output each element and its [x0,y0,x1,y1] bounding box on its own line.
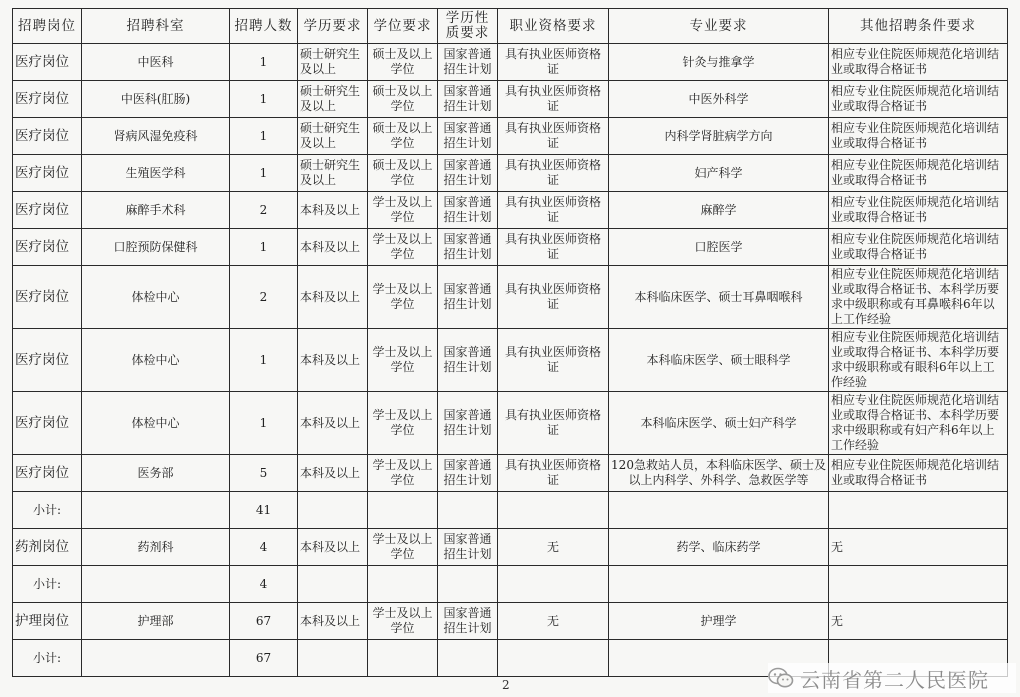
empty-cell [498,566,609,603]
department-cell: 药剂科 [82,529,230,566]
empty-cell [609,492,829,529]
qualification-cell: 具有执业医师资格证 [498,229,609,266]
post-cell: 药剂岗位 [13,529,82,566]
degree-cell: 学士及以上学位 [368,266,438,329]
empty-cell [829,492,1008,529]
qualification-cell: 具有执业医师资格证 [498,81,609,118]
degree-cell: 学士及以上学位 [368,603,438,640]
education-nature-cell: 国家普通招生计划 [438,118,498,155]
education-cell: 本科及以上 [298,329,368,392]
education-cell: 本科及以上 [298,455,368,492]
post-cell: 医疗岗位 [13,392,82,455]
department-cell: 口腔预防保健科 [82,229,230,266]
headcount-cell: 2 [230,192,298,229]
department-cell: 体检中心 [82,266,230,329]
post-cell: 医疗岗位 [13,455,82,492]
subtotal-count: 4 [230,566,298,603]
department-cell: 体检中心 [82,392,230,455]
department-cell: 护理部 [82,603,230,640]
department-cell: 医务部 [82,455,230,492]
recruitment-table [12,8,1008,677]
empty-cell [368,640,438,677]
header-cell: 学位要求 [368,9,438,44]
major-cell: 针灸与推拿学 [609,44,829,81]
major-cell: 妇产科学 [609,155,829,192]
headcount-cell: 4 [230,529,298,566]
degree-cell: 学士及以上学位 [368,455,438,492]
table-row [13,44,1008,81]
empty-cell [298,492,368,529]
empty-cell [298,566,368,603]
education-cell: 硕士研究生及以上 [298,118,368,155]
education-nature-cell: 国家普通招生计划 [438,44,498,81]
major-cell: 本科临床医学、硕士眼科学 [609,329,829,392]
qualification-cell: 具有执业医师资格证 [498,118,609,155]
watermark [768,663,1016,693]
department-cell: 生殖医学科 [82,155,230,192]
headcount-cell: 1 [230,229,298,266]
empty-cell [609,566,829,603]
empty-cell [82,492,230,529]
education-cell: 本科及以上 [298,392,368,455]
qualification-cell: 无 [498,529,609,566]
headcount-cell: 1 [230,118,298,155]
headcount-cell: 2 [230,266,298,329]
headcount-cell: 1 [230,392,298,455]
table-row [13,229,1008,266]
education-nature-cell: 国家普通招生计划 [438,81,498,118]
education-nature-cell: 国家普通招生计划 [438,603,498,640]
empty-cell [368,492,438,529]
header-cell: 其他招聘条件要求 [829,9,1008,44]
major-cell: 本科临床医学、硕士耳鼻咽喉科 [609,266,829,329]
empty-cell [498,492,609,529]
table-row [13,192,1008,229]
qualification-cell: 具有执业医师资格证 [498,455,609,492]
other-conditions-cell: 相应专业住院医师规范化培训结业或取得合格证书 [829,229,1008,266]
degree-cell: 学士及以上学位 [368,229,438,266]
degree-cell: 硕士及以上学位 [368,155,438,192]
headcount-cell: 1 [230,155,298,192]
other-conditions-cell: 无 [829,603,1008,640]
other-conditions-cell: 相应专业住院医师规范化培训结业或取得合格证书 [829,118,1008,155]
empty-cell [82,566,230,603]
empty-cell [438,492,498,529]
table-row [13,455,1008,492]
qualification-cell: 具有执业医师资格证 [498,392,609,455]
watermark-text: 云南省第二人民医院 [800,667,989,692]
empty-cell [82,640,230,677]
degree-cell: 学士及以上学位 [368,392,438,455]
headcount-cell: 67 [230,603,298,640]
education-cell: 本科及以上 [298,229,368,266]
education-nature-cell: 国家普通招生计划 [438,392,498,455]
qualification-cell: 具有执业医师资格证 [498,192,609,229]
other-conditions-cell: 相应专业住院医师规范化培训结业或取得合格证书、本科学历要求中级职称或有妇产科6年以上工作经验 [829,392,1008,455]
empty-cell [438,640,498,677]
headcount-cell: 1 [230,329,298,392]
department-cell: 麻醉手术科 [82,192,230,229]
header-row [13,9,1008,44]
department-cell: 体检中心 [82,329,230,392]
education-cell: 硕士研究生及以上 [298,155,368,192]
major-cell: 本科临床医学、硕士妇产科学 [609,392,829,455]
page-number: 2 [502,678,510,692]
qualification-cell: 具有执业医师资格证 [498,155,609,192]
education-nature-cell: 国家普通招生计划 [438,229,498,266]
major-cell: 内科学肾脏病学方向 [609,118,829,155]
education-cell: 硕士研究生及以上 [298,44,368,81]
major-cell: 麻醉学 [609,192,829,229]
empty-cell [298,640,368,677]
subtotal-count: 67 [230,640,298,677]
table-row [13,392,1008,455]
table-row [13,81,1008,118]
header-cell: 学历要求 [298,9,368,44]
post-cell: 医疗岗位 [13,192,82,229]
department-cell: 肾病风湿免疫科 [82,118,230,155]
major-cell: 药学、临床药学 [609,529,829,566]
degree-cell: 硕士及以上学位 [368,118,438,155]
education-nature-cell: 国家普通招生计划 [438,529,498,566]
other-conditions-cell: 相应专业住院医师规范化培训结业或取得合格证书、本科学历要求中级职称或有眼科6年以上工作经验 [829,329,1008,392]
headcount-cell: 1 [230,44,298,81]
major-cell: 护理学 [609,603,829,640]
post-cell: 医疗岗位 [13,44,82,81]
other-conditions-cell: 无 [829,529,1008,566]
other-conditions-cell: 相应专业住院医师规范化培训结业或取得合格证书 [829,81,1008,118]
degree-cell: 学士及以上学位 [368,329,438,392]
other-conditions-cell: 相应专业住院医师规范化培训结业或取得合格证书 [829,155,1008,192]
other-conditions-cell: 相应专业住院医师规范化培训结业或取得合格证书、本科学历要求中级职称或有耳鼻喉科6年以上工作经验 [829,266,1008,329]
degree-cell: 硕士及以上学位 [368,44,438,81]
qualification-cell: 具有执业医师资格证 [498,329,609,392]
header-cell: 专业要求 [609,9,829,44]
header-cell: 职业资格要求 [498,9,609,44]
subtotal-row [13,492,1008,529]
subtotal-label: 小计: [13,640,82,677]
major-cell: 120急救站人员，本科临床医学、硕士及以上内科学、外科学、急救医学等 [609,455,829,492]
education-cell: 本科及以上 [298,529,368,566]
major-cell: 口腔医学 [609,229,829,266]
subtotal-count: 41 [230,492,298,529]
header-cell: 招聘岗位 [13,9,82,44]
post-cell: 医疗岗位 [13,118,82,155]
subtotal-row [13,566,1008,603]
education-nature-cell: 国家普通招生计划 [438,455,498,492]
table-row [13,266,1008,329]
degree-cell: 学士及以上学位 [368,529,438,566]
other-conditions-cell: 相应专业住院医师规范化培训结业或取得合格证书 [829,44,1008,81]
table-row [13,155,1008,192]
header-cell: 招聘科室 [82,9,230,44]
qualification-cell: 具有执业医师资格证 [498,266,609,329]
degree-cell: 学士及以上学位 [368,192,438,229]
education-nature-cell: 国家普通招生计划 [438,192,498,229]
qualification-cell: 具有执业医师资格证 [498,44,609,81]
header-cell: 招聘人数 [230,9,298,44]
empty-cell [498,640,609,677]
wechat-icon [768,667,794,689]
post-cell: 医疗岗位 [13,229,82,266]
department-cell: 中医科(肛肠) [82,81,230,118]
major-cell: 中医外科学 [609,81,829,118]
post-cell: 护理岗位 [13,603,82,640]
headcount-cell: 5 [230,455,298,492]
table-row [13,529,1008,566]
qualification-cell: 无 [498,603,609,640]
education-nature-cell: 国家普通招生计划 [438,329,498,392]
education-nature-cell: 国家普通招生计划 [438,155,498,192]
education-cell: 本科及以上 [298,266,368,329]
education-cell: 硕士研究生及以上 [298,81,368,118]
post-cell: 医疗岗位 [13,266,82,329]
degree-cell: 硕士及以上学位 [368,81,438,118]
empty-cell [438,566,498,603]
empty-cell [829,566,1008,603]
subtotal-label: 小计: [13,566,82,603]
post-cell: 医疗岗位 [13,81,82,118]
post-cell: 医疗岗位 [13,155,82,192]
table-body [13,44,1008,677]
headcount-cell: 1 [230,81,298,118]
education-nature-cell: 国家普通招生计划 [438,266,498,329]
table-row [13,329,1008,392]
post-cell: 医疗岗位 [13,329,82,392]
other-conditions-cell: 相应专业住院医师规范化培训结业或取得合格证书 [829,455,1008,492]
education-cell: 本科及以上 [298,603,368,640]
empty-cell [368,566,438,603]
table-row [13,118,1008,155]
department-cell: 中医科 [82,44,230,81]
table-row [13,603,1008,640]
subtotal-label: 小计: [13,492,82,529]
other-conditions-cell: 相应专业住院医师规范化培训结业或取得合格证书 [829,192,1008,229]
header-cell: 学历性质要求 [438,9,498,44]
education-cell: 本科及以上 [298,192,368,229]
